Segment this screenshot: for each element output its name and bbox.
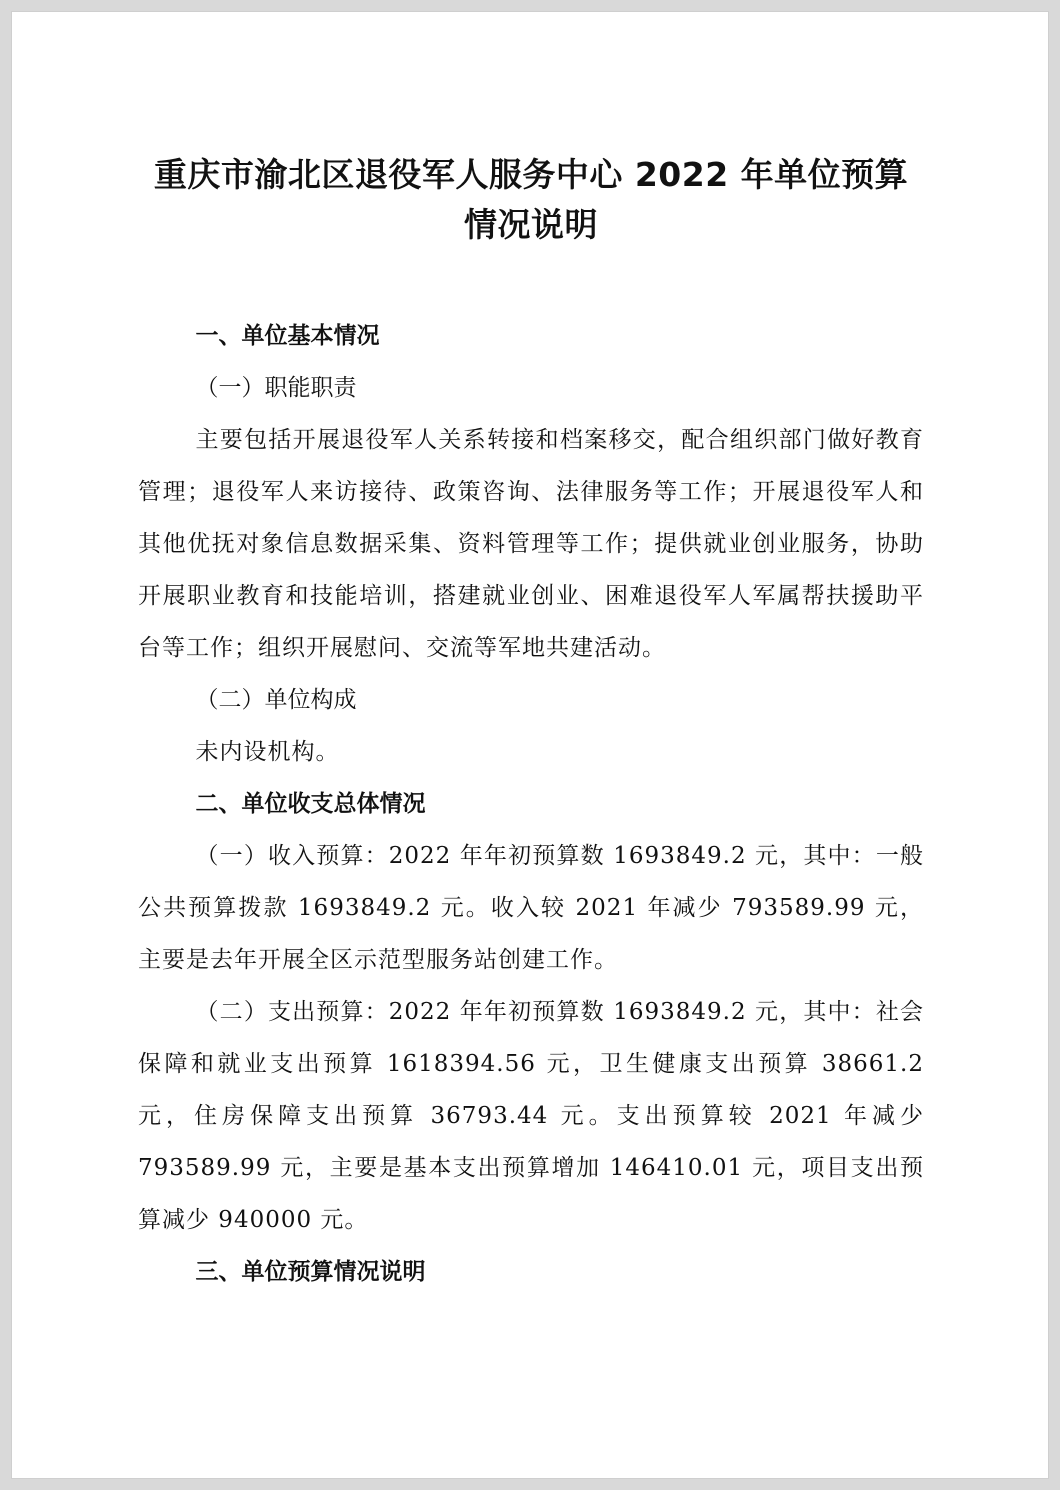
section-1-sub-2-heading: （二）单位构成 [195,687,357,713]
section-2-heading: 二、单位收支总体情况 [195,791,426,817]
section-1-sub-1-heading: （一）职能职责 [195,375,357,401]
duties-paragraph: 主要包括开展退役军人关系转接和档案移交，配合组织部门做好教育管理；退役军人来访接待、政策咨询、法律服务等工作；开展退役军人和其他优抚对象信息数据采集、资料管理等工作；提供就业创业服务，协助开展职业教育和技能培训，搭建就业创业、困难退役军人军属帮扶援助平台等工作；组织开展慰问、交流等军地共建活动。 [138,427,924,661]
expense-budget-paragraph: （二）支出预算：2022 年年初预算数 1693849.2 元，其中：社会保障和就业支出预算 1618394.56 元，卫生健康支出预算 38661.2 元，住房保障支出预算 36793.44 元。支出预算较 2021 年减少 793589.99 元，主要是基本支出预算增加 146410.01 元，项目支出预算减少 940000 元。 [138,999,924,1233]
document-page [12,12,1048,1478]
document-title: 重庆市渝北区退役军人服务中心 2022 年单位预算情况说明 [153,155,909,244]
section-1-heading: 一、单位基本情况 [195,323,380,349]
composition-paragraph: 未内设机构。 [195,739,340,765]
section-3-heading: 三、单位预算情况说明 [195,1259,426,1285]
document-content [138,150,924,1298]
income-budget-paragraph: （一）收入预算：2022 年年初预算数 1693849.2 元，其中：一般公共预算拨款 1693849.2 元。收入较 2021 年减少 793589.99 元，主要是去年开展全区示范型服务站创建工作。 [138,843,924,973]
document-body [138,310,924,1298]
